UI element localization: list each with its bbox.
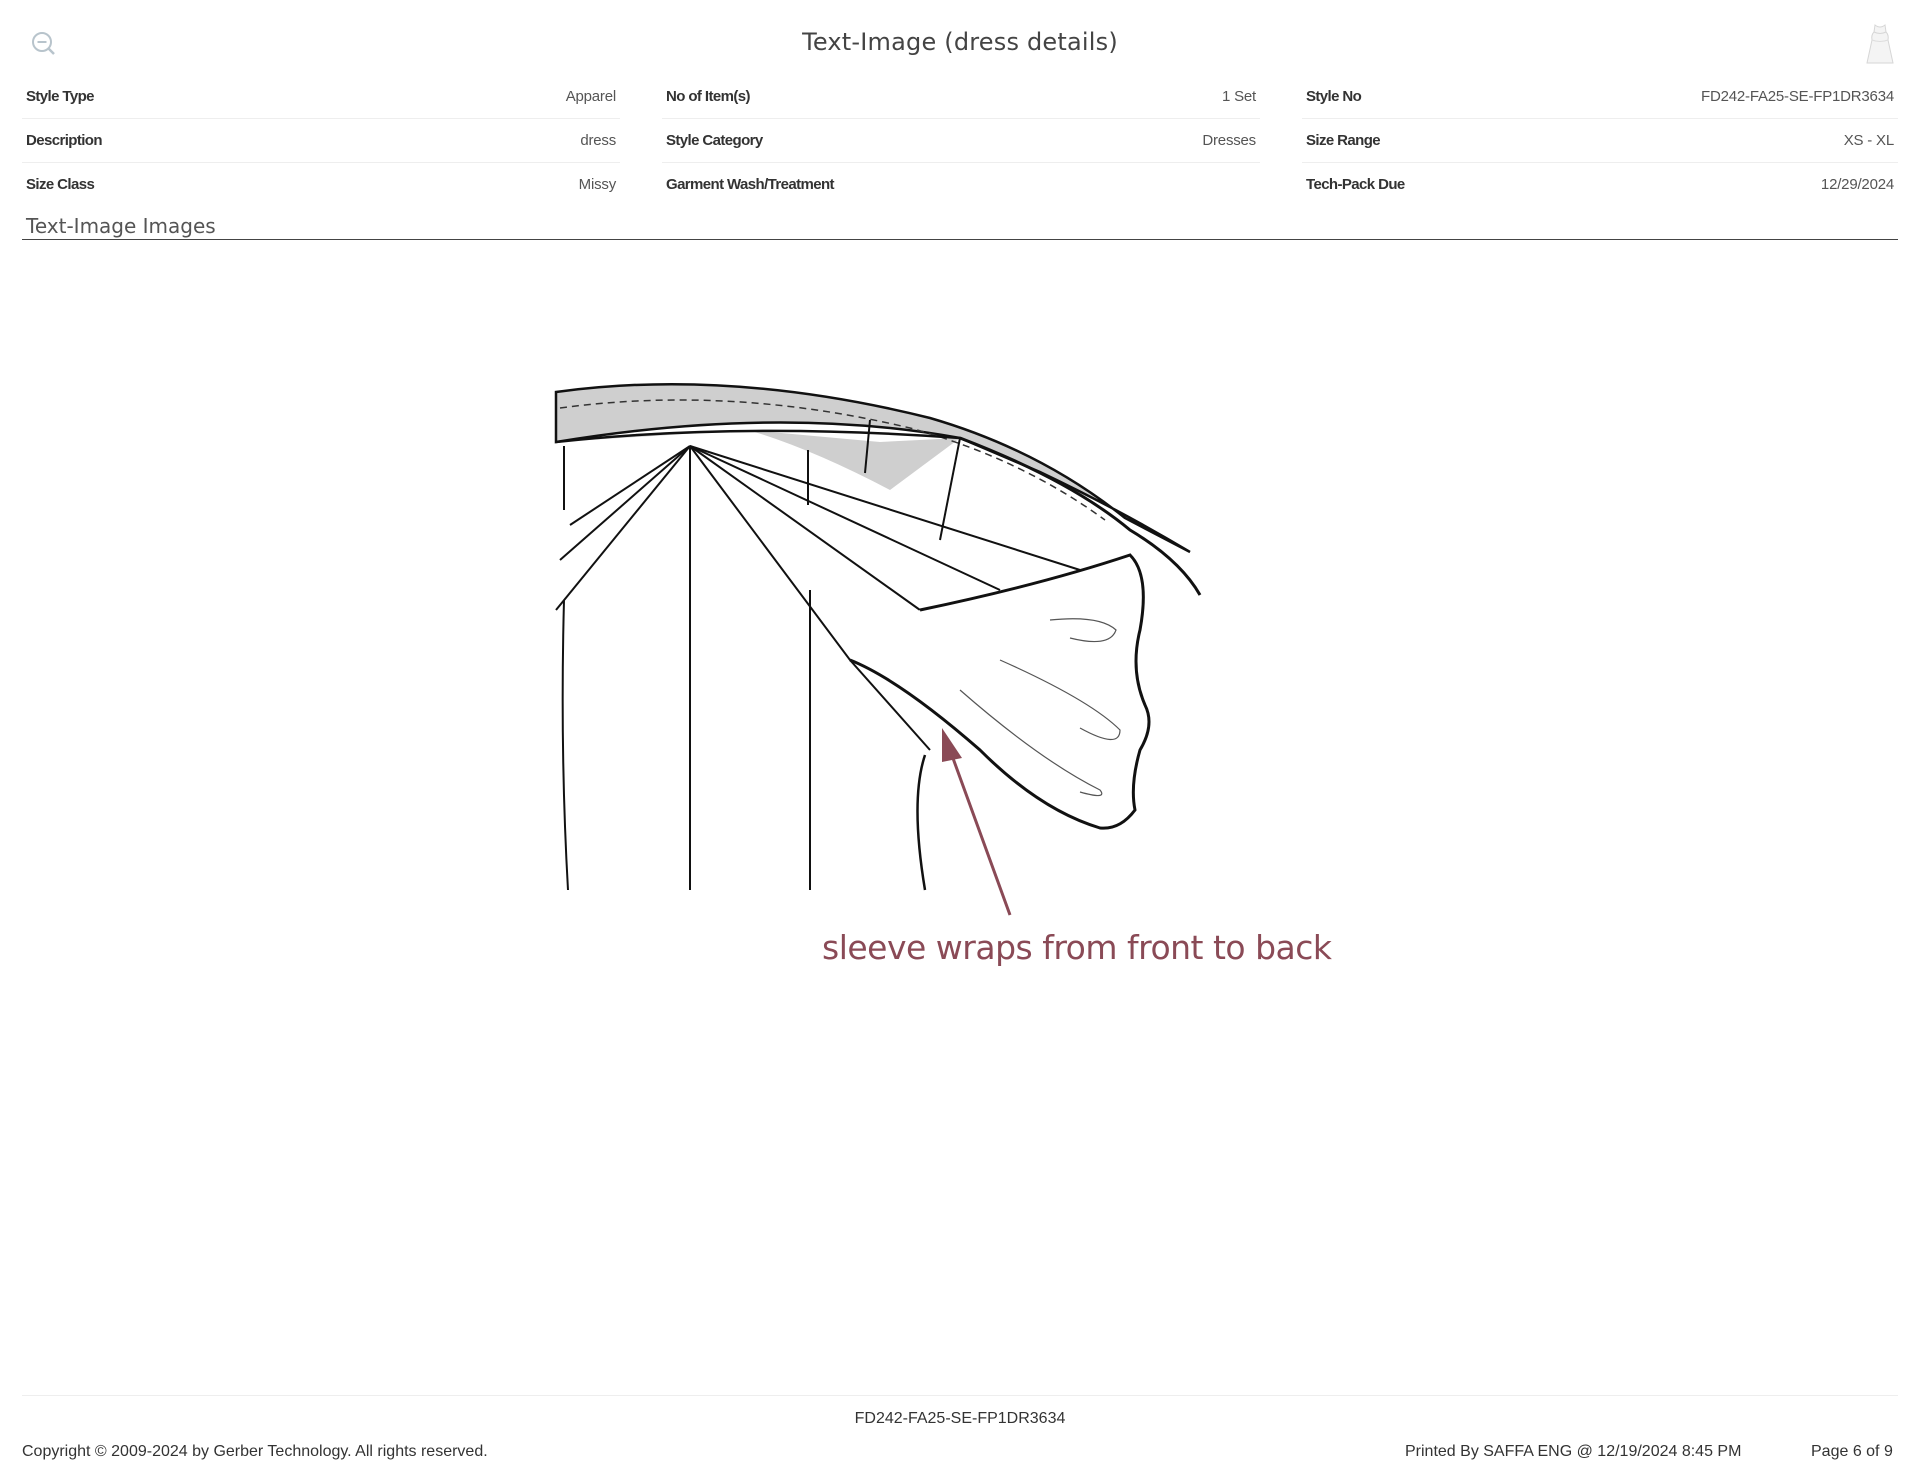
footer-printed-by: Printed By SAFFA ENG @ 12/19/2024 8:45 PM	[1405, 1443, 1742, 1460]
info-label: Style No	[1306, 87, 1362, 105]
info-label: Style Type	[26, 87, 94, 105]
info-label: Tech-Pack Due	[1306, 176, 1405, 193]
info-size-range	[1302, 118, 1898, 162]
sketch-callout: sleeve wraps from front to back	[822, 928, 1332, 967]
info-style-type	[22, 74, 620, 118]
facing-band-inner	[556, 430, 960, 490]
info-label: Size Range	[1306, 132, 1381, 149]
info-value: Dresses	[1202, 132, 1256, 149]
section-title: Text-Image Images	[26, 214, 216, 238]
dress-thumbnail-icon[interactable]	[1862, 22, 1898, 66]
info-value: FD242-FA25-SE-FP1DR3634	[1701, 87, 1894, 105]
page-title: Text-Image (dress details)	[802, 28, 1118, 56]
section-divider	[22, 239, 1898, 240]
info-value: Apparel	[565, 87, 616, 105]
sleeve-sketch-image	[480, 330, 1340, 980]
info-value: Missy	[578, 176, 616, 193]
info-row	[22, 74, 1898, 118]
footer-style-no: FD242-FA25-SE-FP1DR3634	[854, 1410, 1066, 1427]
info-value: 1 Set	[1221, 87, 1256, 105]
info-row	[22, 162, 1898, 206]
info-description	[22, 118, 620, 162]
info-label: Size Class	[26, 176, 95, 193]
info-row	[22, 118, 1898, 162]
info-value: dress	[580, 132, 616, 149]
info-label: Description	[26, 132, 102, 149]
info-value: XS - XL	[1843, 132, 1894, 149]
info-label: Style Category	[666, 132, 763, 149]
info-style-no	[1302, 74, 1898, 118]
info-label: No of Item(s)	[666, 87, 750, 105]
footer-page-number: Page 6 of 9	[1811, 1443, 1893, 1460]
info-value: 12/29/2024	[1820, 176, 1894, 193]
footer-divider	[22, 1395, 1898, 1396]
info-garment-wash	[662, 162, 1260, 206]
style-info-grid	[22, 74, 1898, 206]
info-size-class	[22, 162, 620, 206]
sleeve-drape	[850, 555, 1149, 828]
info-style-category	[662, 118, 1260, 162]
info-no-of-items	[662, 74, 1260, 118]
info-label: Garment Wash/Treatment	[666, 176, 834, 193]
info-tech-pack-due	[1302, 162, 1898, 206]
footer-copyright: Copyright © 2009-2024 by Gerber Technology. All rights reserved.	[22, 1443, 488, 1460]
